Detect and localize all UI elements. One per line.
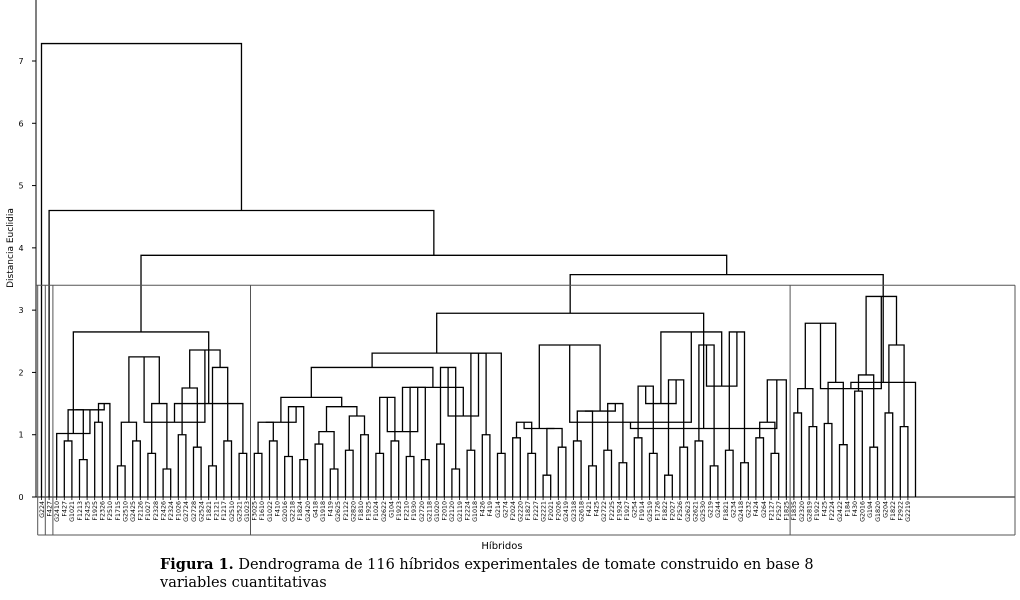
leaf-label: F1922 — [814, 501, 821, 521]
leaf-label: G214 — [494, 501, 502, 518]
figure-caption — [160, 556, 880, 592]
dendrogram-link — [543, 475, 551, 497]
leaf-labels — [39, 497, 912, 522]
dendrogram-link — [349, 416, 364, 450]
leaf-label: F1924 — [616, 501, 624, 521]
leaf-label: F2527 — [776, 501, 783, 521]
leaf-label: G194 — [867, 501, 875, 518]
dendrogram-link — [213, 367, 228, 465]
leaf-label: F2224 — [464, 501, 472, 521]
leaf-label: F2326 — [99, 501, 107, 521]
dendrogram-link — [794, 413, 802, 497]
leaf-label: G2820 — [350, 501, 358, 522]
dendrogram-link — [194, 447, 202, 497]
dendrogram-link — [608, 404, 623, 463]
leaf-label: F2922 — [897, 501, 905, 521]
dendrogram-link — [665, 475, 673, 497]
dendrogram-link — [285, 457, 293, 497]
dendrogram-link — [300, 460, 308, 497]
leaf-label: G274 — [502, 501, 510, 518]
leaf-label: G2419 — [563, 501, 571, 522]
leaf-label: G2422 — [836, 501, 844, 522]
caption-label: Figura 1. — [160, 556, 234, 573]
leaf-label: F2324 — [168, 501, 175, 521]
leaf-label: G2819 — [806, 501, 814, 522]
leaf-label: F1835 — [791, 501, 799, 521]
leaf-label: G254 — [631, 501, 639, 518]
leaf-label: G1023 — [244, 501, 251, 522]
dendrogram-link — [239, 453, 247, 497]
leaf-label: F1822 — [890, 501, 897, 521]
dendrogram-link — [315, 444, 323, 497]
leaf-label: G2119 — [456, 501, 464, 522]
leaf-label: F2426 — [160, 501, 168, 521]
leaf-label: F2027 — [669, 501, 677, 521]
dendrogram-link — [634, 438, 642, 497]
dendrogram-link — [99, 404, 110, 497]
dendrogram-link — [619, 463, 627, 497]
y-tick-label: 5 — [18, 181, 24, 191]
dendrogram-link — [726, 450, 734, 497]
dendrogram-link — [209, 466, 217, 497]
dendrogram-link — [771, 453, 779, 497]
leaf-label: F1825 — [783, 501, 791, 521]
dendrogram-link — [710, 466, 718, 497]
leaf-label: F419 — [487, 501, 495, 517]
leaf-label: G1020 — [434, 501, 441, 522]
dendrogram-link — [900, 427, 908, 497]
leaf-label: G234 — [730, 501, 738, 518]
dendrogram-link — [650, 453, 658, 497]
dendrogram-link — [118, 466, 126, 497]
dendrogram-link — [68, 410, 83, 460]
dendrogram-link — [422, 460, 430, 497]
leaf-label: G232 — [745, 501, 753, 518]
dendrogram-link — [281, 397, 342, 422]
dendrogram-link — [741, 463, 749, 497]
leaf-label: F1821 — [206, 501, 213, 521]
leaf-label: F1213 — [76, 501, 84, 521]
dendrogram-link — [141, 255, 727, 332]
leaf-label: G2118 — [426, 501, 434, 522]
leaf-label: F1610 — [259, 501, 267, 521]
leaf-label: F425 — [821, 501, 829, 517]
y-ticks — [18, 57, 36, 502]
dendrogram-link — [604, 450, 612, 497]
dendrogram-link — [680, 447, 688, 497]
leaf-label: G219 — [707, 501, 715, 518]
dendrogram-link — [828, 382, 843, 444]
leaf-label: F1930 — [411, 501, 419, 521]
leaf-label: F2024 — [510, 501, 517, 521]
leaf-label: F427 — [61, 501, 69, 517]
dendrogram-link — [254, 453, 262, 497]
leaf-label: F425 — [593, 501, 601, 517]
leaf-label: F1821 — [722, 501, 730, 521]
leaf-label: G2720 — [418, 501, 426, 522]
dendrogram-link — [258, 422, 273, 453]
dendrogram-link — [319, 432, 334, 469]
leaf-label: F2122 — [342, 501, 350, 521]
leaf-label: F1925 — [92, 501, 99, 521]
dendrogram-link — [182, 388, 197, 447]
leaf-label: F421 — [586, 501, 593, 517]
leaf-label: G104 — [388, 501, 396, 518]
leaf-label: G2510 — [228, 501, 236, 522]
y-tick-label: 2 — [18, 368, 24, 378]
leaf-label: G2524 — [198, 501, 206, 522]
leaf-label: F1715 — [114, 501, 122, 521]
dendrogram-link — [311, 367, 433, 397]
leaf-label: F410 — [274, 501, 282, 517]
leaf-label: G2510 — [122, 501, 130, 522]
y-tick-label: 4 — [18, 243, 24, 253]
x-axis-label: Híbridos — [481, 541, 523, 552]
leaf-label: F184 — [844, 501, 852, 517]
dendrogram-link — [840, 445, 848, 497]
leaf-label: G2410 — [54, 501, 61, 522]
leaf-label: G2016 — [282, 501, 289, 522]
leaf-label: G2621 — [692, 501, 700, 522]
leaf-label: F2425 — [84, 501, 92, 521]
dendrogram-link — [163, 469, 171, 497]
leaf-label: F2010 — [441, 501, 449, 521]
leaf-label: F427 — [46, 501, 54, 517]
dendrogram-link — [346, 450, 354, 497]
leaf-label: G1820 — [874, 501, 882, 522]
leaf-label: F2227 — [532, 501, 540, 521]
dendrogram-link — [437, 444, 445, 497]
leaf-label: G2320 — [798, 501, 806, 522]
leaf-label: F2021 — [548, 501, 555, 521]
leaf-label: F1726 — [654, 501, 662, 521]
leaf-label: G2420 — [304, 501, 312, 522]
dendrogram-link — [133, 441, 141, 497]
dendrogram-link — [498, 453, 506, 497]
dendrogram-link — [482, 435, 490, 497]
leaf-label: G244 — [715, 501, 723, 518]
leaf-label: G2521 — [236, 501, 244, 522]
dendrogram-link — [574, 441, 582, 497]
leaf-label: G2530 — [700, 501, 707, 522]
dendrogram-link — [148, 453, 156, 497]
leaf-label: F1822 — [662, 501, 669, 521]
dendrogram-link — [547, 428, 562, 475]
leaf-label: F424 — [753, 501, 761, 517]
dendrogram-link — [224, 441, 232, 497]
leaf-label: G2219 — [905, 501, 913, 522]
leaf-label: F1827 — [525, 501, 533, 521]
leaf-label: G264 — [760, 501, 768, 518]
dendrogram-link — [152, 404, 167, 469]
leaf-label: G2425 — [130, 501, 137, 522]
dendrogram-link — [178, 435, 186, 497]
leaf-label: G2623 — [684, 501, 692, 522]
dendrogram-link — [885, 413, 893, 497]
dendrogram-link — [870, 447, 878, 497]
leaf-label: F2210 — [403, 501, 411, 521]
leaf-label: F2526 — [677, 501, 685, 521]
dendrogram-link — [855, 391, 863, 497]
y-tick-label: 6 — [18, 119, 24, 129]
y-tick-label: 1 — [18, 430, 24, 440]
dendrogram-link — [528, 453, 536, 497]
dendrogram-link — [76, 404, 105, 410]
dendrogram-link — [403, 387, 464, 431]
leaf-label: G2625 — [335, 501, 343, 522]
y-tick-label: 7 — [18, 57, 24, 66]
leaf-label: G2728 — [190, 501, 198, 522]
dendrogram-link — [824, 424, 832, 497]
dendrogram-link — [80, 460, 88, 497]
dendrogram-link — [695, 441, 703, 497]
dendrogram-link — [452, 469, 460, 497]
dendrogram-link — [270, 441, 278, 497]
leaf-label: F1024 — [373, 501, 381, 521]
dendrogram-link — [756, 438, 764, 497]
leaf-label: G2622 — [380, 501, 388, 522]
dendrogram-link — [95, 422, 103, 497]
dendrogram-link — [406, 457, 414, 497]
leaf-label: F1923 — [396, 501, 403, 521]
leaf-label: G2218 — [289, 501, 297, 522]
leaf-label: F1914 — [639, 501, 647, 521]
dendrogram-link — [467, 450, 475, 497]
leaf-label: F1925 — [365, 501, 373, 521]
leaf-label: G2724 — [183, 501, 191, 522]
dendrogram-link — [798, 389, 813, 427]
leaf-label: F3025 — [251, 501, 259, 521]
dendrogram-link — [330, 469, 338, 497]
dendrogram-link — [64, 441, 72, 497]
leaf-label: G1918 — [320, 501, 327, 522]
leaf-label: F2126 — [137, 501, 145, 521]
leaf-label: F2225 — [608, 501, 616, 521]
leaf-label: F1824 — [297, 501, 305, 521]
leaf-label: G2221 — [540, 501, 548, 522]
leaf-label: G1021 — [69, 501, 77, 522]
leaf-label: F2510 — [107, 501, 115, 521]
dendrogram-link — [391, 441, 399, 497]
dendrogram-link — [327, 407, 357, 432]
leaf-label: G2318 — [570, 501, 578, 522]
leaf-label: F2121 — [213, 501, 221, 521]
leaf-label: G2519 — [646, 501, 654, 522]
leaf-label: G418 — [312, 501, 320, 518]
dendrogram-link — [73, 332, 208, 434]
leaf-label: G2722 — [601, 501, 609, 522]
leaf-label: G204 — [882, 501, 890, 518]
dendrogram-link — [889, 345, 904, 427]
leaf-label: F2026 — [555, 501, 563, 521]
leaf-label: F2224 — [829, 501, 837, 521]
leaf-label: F430 — [852, 501, 859, 517]
y-tick-label: 3 — [18, 306, 24, 316]
y-axis-label: Distancia Euclidia — [6, 208, 16, 288]
dendrogram-link — [809, 427, 817, 497]
leaf-label: G1022 — [266, 501, 274, 522]
dendrogram-links — [42, 44, 916, 497]
leaf-label: F419 — [327, 501, 335, 517]
leaf-label: G2418 — [738, 501, 745, 522]
dendrogram-link — [589, 466, 597, 497]
dendrogram-link — [577, 411, 592, 466]
leaf-label: F1027 — [145, 501, 153, 521]
dendrogram-link — [376, 453, 384, 497]
leaf-label: G224 — [38, 501, 46, 518]
cluster-boxes — [36, 285, 1015, 535]
caption-text: Dendrograma de 116 híbridos experimentales de tomate construido en base 8 variables cuantitativas — [160, 557, 814, 591]
leaf-label: G2016 — [859, 501, 867, 522]
leaf-label: F1927 — [624, 501, 631, 521]
leaf-label: G1018 — [472, 501, 479, 522]
leaf-label: G2618 — [578, 501, 586, 522]
dendrogram-link — [859, 375, 874, 447]
leaf-label: F2127 — [768, 501, 776, 521]
dendrogram-link — [121, 422, 136, 466]
leaf-label: G2220 — [517, 501, 525, 522]
dendrogram-link — [175, 404, 243, 454]
leaf-label: F1810 — [358, 501, 365, 521]
dendrogram-link — [361, 435, 369, 497]
dendrogram-link — [513, 438, 521, 497]
dendrogram-link — [851, 382, 916, 497]
y-tick-label: 0 — [18, 493, 24, 502]
leaf-label: F1026 — [175, 501, 183, 521]
leaf-label: F1217 — [221, 501, 229, 521]
leaf-label: F426 — [479, 501, 487, 517]
leaf-label: G2120 — [449, 501, 457, 522]
dendrogram-link — [558, 447, 566, 497]
leaf-label: F2328 — [152, 501, 160, 521]
